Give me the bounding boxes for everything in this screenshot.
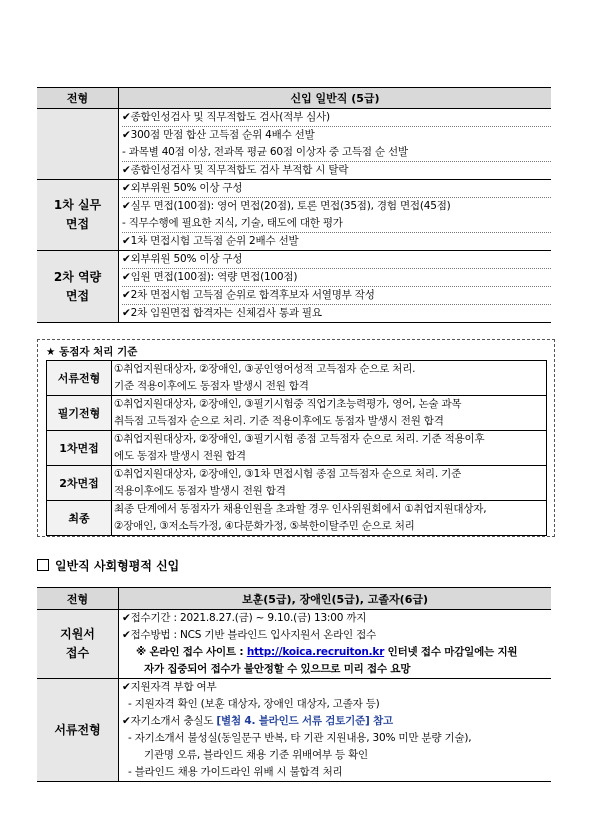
list-item: ①취업지원대상자, ②장애인, ③필기시험 종점 고득점자 순으로 처리. 기준 적용이후 [114, 433, 485, 445]
list-item: ①취업지원대상자, ②장애인, ③1차 면접시험 종점 고득점자 순으로 처리. 기준 [114, 468, 462, 480]
col-header-stage: 전형 [37, 88, 119, 109]
list-item: ✔300점 만점 합산 고득점 순위 4배수 선발 [122, 126, 551, 144]
row-label: 2차면접 [47, 466, 112, 501]
social-equity-table [37, 587, 551, 782]
col-header-track: 보훈(5급), 장애인(5급), 고졸자(6급) [119, 588, 552, 610]
list-item: 자가 집중되어 접수가 불안정할 수 있으므로 미리 접수 요망 [144, 663, 411, 675]
table-row [47, 361, 547, 396]
tie-rule-box [37, 339, 555, 537]
site-note: 인터넷 접수 마감일에는 지원 [384, 646, 518, 658]
list-item: ①취업지원대상자, ②장애인, ③필기시험중 직업기초능력평가, 영어, 논술 과목 [114, 398, 462, 410]
apply-site-link[interactable]: http://koica.recruiton.kr [246, 646, 385, 658]
row-label: 지원서 접수 [37, 610, 119, 679]
list-item: ✔외부위원 50% 이상 구성 [122, 253, 243, 265]
row-content [112, 466, 547, 501]
list-item: - 지원자격 확인 (보훈 대상자, 장애인 대상자, 고졸자 등) [128, 698, 380, 710]
row-content [112, 396, 547, 431]
list-item: ✔2차 임원면접 합격자는 신체검사 통과 필요 [122, 304, 551, 322]
table-row [47, 396, 547, 431]
row-label: 최종 [47, 501, 112, 536]
row-label: 2차 역량 면접 [37, 251, 119, 323]
list-item: - 자기소개서 불성실(동일문구 반복, 타 기관 지원내용, 30% 미만 분량 기술), [128, 732, 472, 744]
list-item [122, 644, 551, 661]
col-header-stage: 전형 [37, 588, 119, 610]
list-item: ✔1차 면접시험 고득점 순위 2배수 선발 [122, 232, 551, 250]
row-content [119, 679, 552, 782]
list-item: ②장애인, ③저소득가정, ④다문화가정, ⑤북한이탈주민 순으로 처리 [114, 520, 415, 532]
site-label: ※ 온라인 접수 사이트 : [136, 646, 247, 658]
list-item: 기준 적용이후에도 동점자 발생시 전원 합격 [114, 380, 309, 392]
row-label: 서류전형 [47, 361, 112, 396]
table-row [47, 501, 547, 536]
item-text: 참고 [369, 715, 393, 727]
row-content [119, 610, 552, 679]
row-content [119, 109, 552, 180]
list-item: 적용이후에도 동점자 발생시 전원 합격 [114, 485, 286, 497]
tie-rule-table [46, 360, 547, 536]
list-item: 최종 단계에서 동점자가 채용인원을 초과할 경우 인사위원회에서 ①취업지원대상자, [114, 503, 487, 515]
list-item: 기관명 오류, 블라인드 채용 기준 위배여부 등 확인 [144, 749, 368, 761]
item-text: ✔자기소개서 충실도 [122, 715, 217, 727]
checkbox-square-icon [37, 559, 49, 571]
row-label: 1차면접 [47, 431, 112, 466]
table-row [37, 679, 551, 782]
table-row [47, 431, 547, 466]
list-item: 에도 동점자 발생시 전원 합격 [114, 450, 246, 462]
table-row [37, 180, 551, 251]
list-item: ✔지원자격 부합 여부 [122, 681, 217, 693]
row-label: 1차 실무 면접 [37, 180, 119, 251]
list-item: ✔외부위원 50% 이상 구성 [122, 182, 243, 194]
col-header-track: 신입 일반직 (5급) [119, 88, 552, 109]
table-row [37, 251, 551, 323]
row-content [112, 361, 547, 396]
table-row [37, 109, 551, 180]
recruit-stage-table [37, 87, 551, 323]
list-item: ✔종합인성검사 및 직무적합도 검사 부적합 시 탈락 [122, 161, 551, 179]
row-content [119, 251, 552, 323]
list-item: - 블라인드 채용 가이드라인 위배 시 불합격 처리 [128, 766, 343, 778]
row-content [112, 501, 547, 536]
row-content [112, 431, 547, 466]
section-title: 일반직 사회형평적 신입 [55, 559, 180, 573]
list-item: - 직무수행에 필요한 지식, 기술, 태도에 대한 평가 [122, 217, 343, 229]
tie-rule-title: ★ 동점자 처리 기준 [46, 346, 138, 358]
row-label: 필기전형 [47, 396, 112, 431]
list-item: ①취업지원대상자, ②장애인, ③공인영어성적 고득점자 순으로 처리. [114, 363, 416, 375]
list-item: ✔임원 면접(100점): 역량 면접(100점) [122, 268, 551, 286]
row-label [37, 109, 119, 180]
list-item [122, 713, 551, 730]
row-content [119, 180, 552, 251]
row-label: 서류전형 [37, 679, 119, 782]
list-item: 취득점 고득점자 순으로 처리. 기준 적용이후에도 동점자 발생시 전원 합격 [114, 415, 444, 427]
list-item: ✔접수방법 : NCS 기반 블라인드 입사지원서 온라인 접수 [122, 629, 377, 641]
appendix-reference: [별첨 4. 블라인드 서류 검토기준] [216, 715, 370, 727]
list-item: ✔접수기간 : 2021.8.27.(금) ~ 9.10.(금) 13:00 까지 [122, 612, 367, 624]
list-item: ✔실무 면접(100점): 영어 면접(20점), 토론 면접(35점), 경험 면접(45점) [122, 197, 551, 215]
section-heading [37, 557, 179, 574]
table-row [37, 610, 551, 679]
table-row [47, 466, 547, 501]
list-item: - 과목별 40점 이상, 전과목 평균 60점 이상자 중 고득점 순 선발 [122, 146, 408, 158]
list-item: ✔종합인성검사 및 직무적합도 검사(적부 심사) [122, 111, 330, 123]
list-item: ✔2차 면접시험 고득점 순위로 합격후보자 서열명부 작성 [122, 286, 551, 304]
